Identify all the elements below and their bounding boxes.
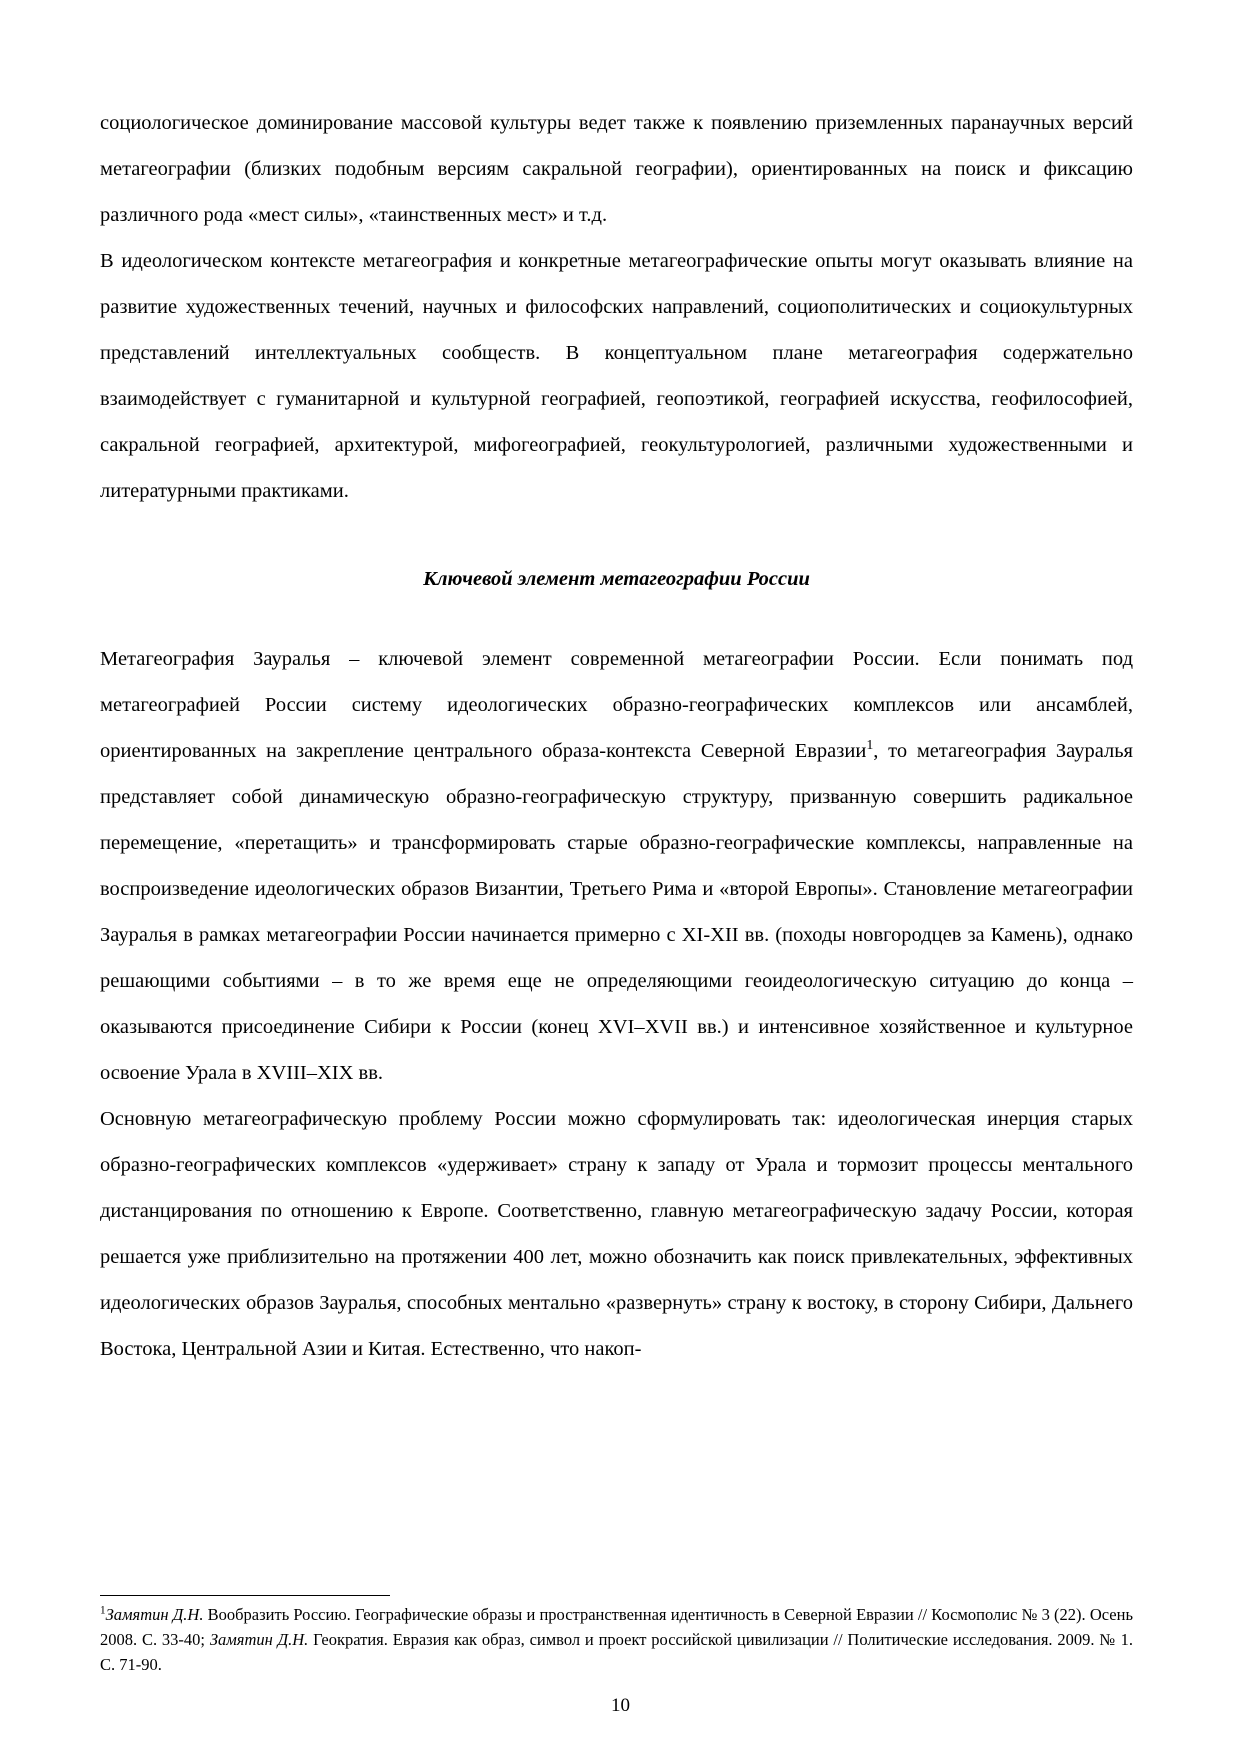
page-number: 10	[611, 1695, 630, 1716]
footnote-area	[100, 1595, 1133, 1677]
paragraph-3	[100, 636, 1133, 1096]
footnote-reference-marker: 1	[866, 738, 874, 754]
footnote-segment-1: Вообразить Россию. Географические образы и пространственная идентичность в Северной Евразии // Космополис № 3 (22). Осень 2008. С. 33-40;	[100, 1605, 1133, 1649]
footnote-author-2: Замятин Д.Н.	[209, 1630, 309, 1649]
footnote-marker: 1	[100, 1604, 106, 1617]
paragraph-1: социологическое доминирование массовой культуры ведет также к появлению приземленных паранаучных версий метагеографии (близких подобным версиям сакральной географии), ориентированных на поиск и фиксацию различного рода «мест силы», «таинственных мест» и т.д.	[100, 112, 1133, 226]
footnote-author-1: Замятин Д.Н.	[105, 1605, 204, 1624]
paragraph-3-text-after-footnote: , то метагеография Зауралья представляет собой динамическую образно-географическую структуру, призванную совершить радикальное перемещение, «перетащить» и трансформировать старые образно-географические комплексы, направленные на воспроизведение идеологических образов Византии, Третьего Рима и «второй Европы». Становление метагеографии Зауралья в рамках метагеографии России начинается примерно с XI-XII вв. (походы новгородцев за Камень), однако решающими событиями – в то же время еще не определяющими геоидеологическую ситуацию до конца – оказываются присоединение Сибири к России (конец XVI–XVII вв.) и интенсивное хозяйственное и культурное освоение Урала в XVIII–XIX вв.	[100, 740, 1133, 1084]
footnote-1	[100, 1602, 1133, 1677]
page-body	[100, 100, 1133, 1372]
footnote-segment-2: Геократия. Евразия как образ, символ и проект российской цивилизации // Политические исследования. 2009. № 1. С. 71-90.	[100, 1630, 1133, 1674]
paragraph-2: В идеологическом контексте метагеография и конкретные метагеографические опыты могут оказывать влияние на развитие художественных течений, научных и философских направлений, социополитических и социокультурных представлений интеллектуальных сообществ. В концептуальном плане метагеография содержательно взаимодействует с гуманитарной и культурной географией, геопоэтикой, географией искусства, геофилософией, сакральной географией, архитектурой, мифогеографией, геокультурологией, различными художественными и литературными практиками.	[100, 250, 1133, 502]
paragraph-3-text-before-footnote: Метагеография Зауралья – ключевой элемент современной метагеографии России. Если понимать под метагеографией России систему идеологических образно-географических комплексов или ансамблей, ориентированных на закрепление центрального образа-контекста Северной Евразии	[100, 648, 1133, 762]
section-subheading: Ключевой элемент метагеографии России	[423, 568, 810, 590]
footnote-separator-rule	[100, 1595, 390, 1596]
paragraph-4: Основную метагеографическую проблему России можно сформулировать так: идеологическая инерция старых образно-географических комплексов «удерживает» страну к западу от Урала и тормозит процессы ментального дистанцирования по отношению к Европе. Соответственно, главную метагеографическую задачу России, которая решается уже приблизительно на протяжении 400 лет, можно обозначить как поиск привлекательных, эффективных идеологических образов Зауралья, способных ментально «развернуть» страну к востоку, в сторону Сибири, Дальнего Востока, Центральной Азии и Китая. Естественно, что накоп-	[100, 1108, 1133, 1360]
